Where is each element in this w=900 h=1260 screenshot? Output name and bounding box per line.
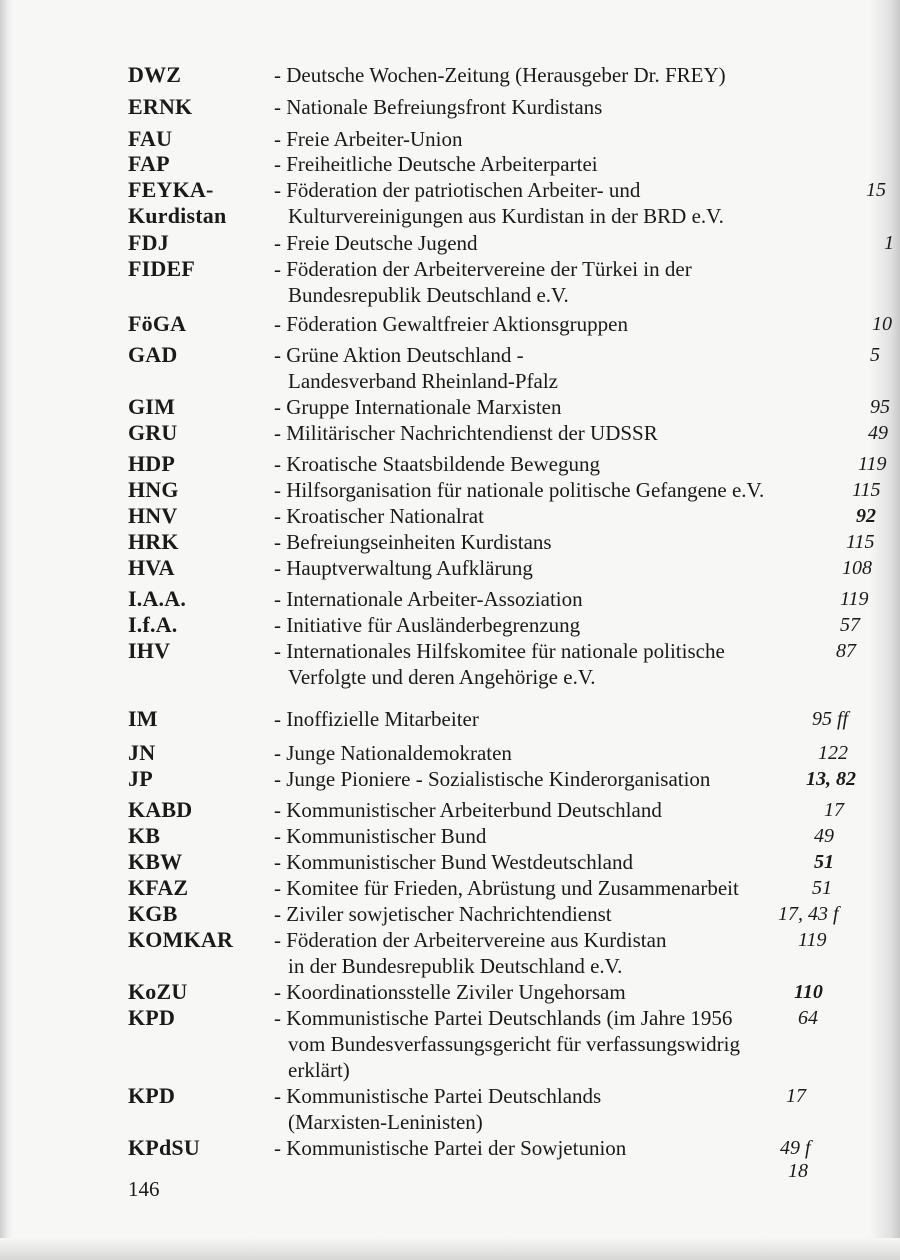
entry-abbreviation [128, 849, 263, 875]
entry-description [274, 638, 774, 690]
abbreviation-line: FIDEF [128, 256, 195, 281]
description-line: - Koordinationsstelle Ziviler Ungehorsam [274, 980, 626, 1004]
description-line: - Freie Deutsche Jugend [274, 231, 478, 255]
description-line: erklärt) [288, 1058, 350, 1082]
description-line: - Ziviler sowjetischer Nachrichtendienst [274, 902, 612, 926]
entry-description [274, 420, 774, 446]
description-line: Bundesrepublik Deutschland e.V. [288, 283, 569, 307]
abbreviation-line: I.f.A. [128, 612, 178, 637]
entry-abbreviation [128, 638, 263, 664]
entry-description [274, 529, 774, 555]
abbreviation-line: KoZU [128, 979, 188, 1004]
abbreviation-line: HVA [128, 555, 175, 580]
entry-page-reference: 87 [836, 640, 856, 662]
entry-abbreviation [128, 555, 263, 581]
description-line: - Föderation Gewaltfreier Aktionsgruppen [274, 312, 628, 336]
entry-page-reference: 110 [794, 981, 823, 1003]
entry-abbreviation [128, 451, 263, 477]
entry-description [274, 797, 774, 823]
entry-page-reference: 17, 43 f [778, 903, 839, 925]
entry-description [274, 979, 774, 1005]
entry-page-reference: 95 [870, 396, 890, 418]
abbreviation-line: HDP [128, 451, 176, 476]
entry-abbreviation [128, 766, 263, 792]
abbreviation-line: FAP [128, 151, 170, 176]
entry-description [274, 849, 774, 875]
description-line: - Initiative für Ausländerbegrenzung [274, 613, 581, 637]
entry-description [274, 1083, 774, 1135]
description-line: - Kommunistische Partei der Sowjetunion [274, 1136, 627, 1160]
entry-description [274, 823, 774, 849]
entry-description [274, 740, 774, 766]
entry-abbreviation [128, 230, 263, 256]
abbreviation-line: HRK [128, 529, 179, 554]
entry-page-reference: 1 [884, 232, 894, 254]
description-line: - Deutsche Wochen-Zeitung (Herausgeber Dr. FREY) [274, 63, 726, 87]
description-line: - Junge Pioniere - Sozialistische Kinderorganisation [274, 767, 711, 791]
entry-description [274, 706, 774, 732]
description-line: - Kommunistischer Bund [274, 824, 487, 848]
entry-description [274, 1135, 774, 1161]
entry-abbreviation [128, 901, 263, 927]
abbreviation-line: KBW [128, 849, 183, 874]
description-line: - Komitee für Frieden, Abrüstung und Zusammenarbeit [274, 876, 739, 900]
description-line: - Föderation der Arbeitervereine der Türkei in der [274, 257, 692, 281]
description-line: - Internationale Arbeiter-Assoziation [274, 587, 583, 611]
entry-page-reference: 49 f [780, 1137, 811, 1159]
abbreviation-line: KPD [128, 1083, 176, 1108]
entry-page-reference: 13, 82 [806, 768, 856, 790]
description-line: - Kroatischer Nationalrat [274, 504, 484, 528]
entry-description [274, 901, 774, 927]
description-line: Kulturvereinigungen aus Kurdistan in der BRD e.V. [288, 204, 724, 228]
entry-abbreviation [128, 612, 263, 638]
abbreviation-line: JP [128, 766, 153, 791]
entry-abbreviation [128, 342, 263, 368]
entry-page-reference: 51 [812, 877, 832, 899]
abbreviation-line: KFAZ [128, 875, 189, 900]
abbreviation-line: JN [128, 740, 156, 765]
abbreviation-line: GAD [128, 342, 178, 367]
entry-abbreviation [128, 706, 263, 732]
entry-page-reference: 64 [798, 1007, 818, 1029]
entry-page-reference: 18 [788, 1160, 808, 1182]
abbreviation-line: KGB [128, 901, 178, 926]
abbreviation-line: HNG [128, 477, 179, 502]
entry-page-reference: 119 [858, 453, 887, 475]
entry-abbreviation [128, 586, 263, 612]
entry-description [274, 1005, 774, 1083]
description-line: - Kommunistische Partei Deutschlands (im Jahre 1956 [274, 1006, 733, 1030]
entry-abbreviation [128, 126, 263, 152]
entry-abbreviation [128, 823, 263, 849]
entry-abbreviation [128, 503, 263, 529]
entry-page-reference: 17 [824, 799, 844, 821]
abbreviation-line: IHV [128, 638, 171, 663]
entry-description [274, 451, 774, 477]
abbreviation-line: ERNK [128, 94, 193, 119]
entry-description [274, 927, 774, 979]
entry-description [274, 503, 774, 529]
entry-page-reference: 15 [866, 179, 886, 201]
description-line: Verfolgte und deren Angehörige e.V. [288, 665, 596, 689]
page-number: 146 [128, 1177, 160, 1201]
abbreviation-line: FDJ [128, 230, 169, 255]
abbreviation-line: FEYKA- [128, 177, 214, 202]
description-line: - Föderation der Arbeitervereine aus Kurdistan [274, 928, 667, 952]
entry-description [274, 612, 774, 638]
entry-abbreviation [128, 740, 263, 766]
entry-description [274, 394, 774, 420]
abbreviation-line: GIM [128, 394, 176, 419]
entry-page-reference: 108 [842, 557, 872, 579]
description-line: - Befreiungseinheiten Kurdistans [274, 530, 552, 554]
description-line: - Freie Arbeiter-Union [274, 127, 463, 151]
entry-description [274, 62, 774, 88]
entry-description [274, 555, 774, 581]
entry-page-reference: 119 [840, 588, 869, 610]
entry-abbreviation [128, 256, 263, 282]
entry-abbreviation [128, 529, 263, 555]
entry-page-reference: 10 [872, 313, 892, 335]
entry-abbreviation [128, 177, 263, 229]
abbreviation-line: FAU [128, 126, 173, 151]
abbreviation-line: KB [128, 823, 161, 848]
entry-description [274, 311, 774, 337]
description-line: - Junge Nationaldemokraten [274, 741, 512, 765]
entry-page-reference: 51 [814, 851, 834, 873]
description-line: vom Bundesverfassungsgericht für verfassungswidrig [288, 1032, 740, 1056]
description-line: - Militärischer Nachrichtendienst der UDSSR [274, 421, 658, 445]
entry-page-reference: 92 [856, 505, 876, 527]
entry-description [274, 177, 774, 229]
abbreviation-line: KPdSU [128, 1135, 200, 1160]
description-line: Landesverband Rheinland-Pfalz [288, 369, 558, 393]
entry-abbreviation [128, 875, 263, 901]
abbreviation-line: KABD [128, 797, 193, 822]
description-line: - Kommunistische Partei Deutschlands [274, 1084, 602, 1108]
entry-description [274, 230, 774, 256]
description-line: - Gruppe Internationale Marxisten [274, 395, 562, 419]
description-line: - Kommunistischer Bund Westdeutschland [274, 850, 633, 874]
description-line: in der Bundesrepublik Deutschland e.V. [288, 954, 623, 978]
description-line: - Kommunistischer Arbeiterbund Deutschland [274, 798, 662, 822]
entry-abbreviation [128, 1005, 263, 1031]
abbreviation-line: DWZ [128, 62, 182, 87]
description-line: - Grüne Aktion Deutschland - [274, 343, 524, 367]
entry-abbreviation [128, 927, 263, 953]
entry-abbreviation [128, 1135, 263, 1161]
description-line: - Nationale Befreiungsfront Kurdistans [274, 95, 603, 119]
entry-page-reference: 115 [852, 479, 881, 501]
entry-page-reference: 95 ff [812, 708, 849, 730]
entry-abbreviation [128, 394, 263, 420]
abbreviation-line: HNV [128, 503, 178, 528]
entry-page-reference: 57 [840, 614, 860, 636]
entry-abbreviation [128, 1083, 263, 1109]
description-line: - Föderation der patriotischen Arbeiter- und [274, 178, 641, 202]
abbreviation-line: Kurdistan [128, 203, 227, 228]
entry-page-reference: 49 [868, 422, 888, 444]
entry-abbreviation [128, 94, 263, 120]
abbreviation-line: FöGA [128, 311, 187, 336]
abbreviation-line: KPD [128, 1005, 176, 1030]
description-line: - Hauptverwaltung Aufklärung [274, 556, 533, 580]
entry-description [274, 151, 774, 177]
entry-page-reference: 119 [798, 929, 827, 951]
abbreviation-line: KOMKAR [128, 927, 234, 952]
entry-description [274, 586, 774, 612]
entry-abbreviation [128, 62, 263, 88]
entry-abbreviation [128, 797, 263, 823]
entry-page-reference: 115 [846, 531, 875, 553]
description-line: - Kroatische Staatsbildende Bewegung [274, 452, 600, 476]
entry-page-reference: 49 [814, 825, 834, 847]
entry-description [274, 875, 774, 901]
entry-description [274, 256, 774, 308]
abbreviation-line: I.A.A. [128, 586, 187, 611]
description-line: - Hilfsorganisation für nationale politische Gefangene e.V. [274, 478, 765, 502]
entry-description [274, 126, 774, 152]
entry-abbreviation [128, 477, 263, 503]
description-line: (Marxisten-Leninisten) [288, 1110, 483, 1134]
entry-abbreviation [128, 311, 263, 337]
description-line: - Freiheitliche Deutsche Arbeiterpartei [274, 152, 598, 176]
entry-abbreviation [128, 420, 263, 446]
description-line: - Internationales Hilfskomitee für nationale politische [274, 639, 725, 663]
entry-page-reference: 17 [786, 1085, 806, 1107]
entry-description [274, 766, 774, 792]
entry-description [274, 342, 774, 394]
entry-page-reference: 5 [870, 344, 880, 366]
entry-description [274, 94, 774, 120]
entry-abbreviation [128, 979, 263, 1005]
entry-abbreviation [128, 151, 263, 177]
entry-description [274, 477, 774, 503]
abbreviation-line: GRU [128, 420, 178, 445]
abbreviation-line: IM [128, 706, 158, 731]
entry-page-reference: 122 [818, 742, 848, 764]
description-line: - Inoffizielle Mitarbeiter [274, 707, 479, 731]
